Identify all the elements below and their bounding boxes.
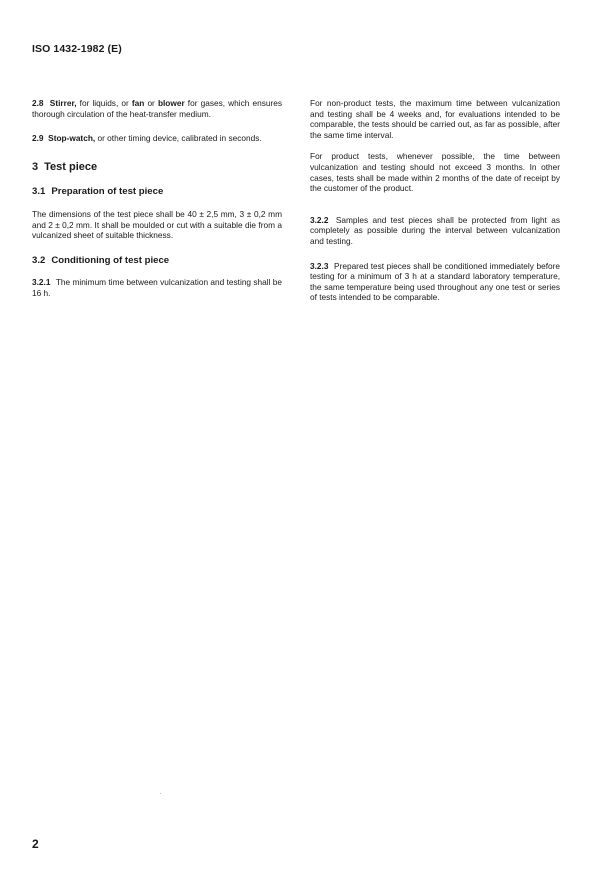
clause-text: or other timing device, calibrated in seconds. [95, 133, 262, 144]
paragraph-non-product-tests: For non-product tests, the maximum time between vulcanization and testing shall be 4 weeks and, for evaluations intended to be comparable, the tests should be carried out, as far as possible, after the same time interval. [310, 98, 560, 140]
section-3-1-heading [32, 187, 282, 198]
clause-number: 2.9 [32, 133, 44, 144]
section-3-2-heading [32, 256, 282, 267]
clause-number: 3.2.1 [32, 277, 51, 288]
clause-2-9 [32, 133, 282, 144]
clause-text: Prepared test pieces shall be conditioned immediately before testing for a minimum of 3 h at a standard laboratory temperature, the same temperature being used throughout any one test or series of tests intended to be comparable. [310, 260, 560, 303]
document-header: ISO 1432-1982 (E) [32, 43, 122, 55]
scan-speck [160, 793, 161, 794]
clause-3-2-3 [310, 261, 560, 303]
term-blower: blower [157, 98, 185, 108]
section-number: 3.1 [32, 186, 46, 198]
right-column [310, 98, 560, 303]
clause-2-8 [32, 98, 282, 119]
paragraph-product-tests: For product tests, whenever possible, the time between vulcanization and testing should not exceed 3 months. In other cases, tests shall be made within 2 months of the date of receipt by the customer of the product. [310, 151, 560, 194]
left-column [32, 98, 282, 299]
term-stirrer: Stirrer, [49, 98, 77, 108]
clause-text: for liquids, or [76, 98, 132, 108]
clause-3-2-2 [310, 215, 560, 247]
term-stop-watch: Stop-watch, [48, 133, 96, 144]
clause-text: for gases, which ensures thorough circulation of the heat-transfer medium. [32, 98, 282, 119]
section-title: Conditioning of test piece [51, 254, 170, 266]
clause-text: The minimum time between vulcanization and testing shall be 16 h. [32, 277, 282, 298]
section-title: Test piece [44, 160, 98, 173]
section-3-heading [32, 162, 282, 173]
clause-text: Samples and test pieces shall be protected from light as completely as possible during the interval between vulcanization and testing. [310, 214, 560, 246]
clause-text: or [144, 98, 158, 108]
section-3-1-paragraph: The dimensions of the test piece shall be 40 ± 2,5 mm, 3 ± 0,2 mm and 2 ± 0,2 mm. It shall be moulded or cut with a suitable die from a vulcanized sheet of suitable thickness. [32, 208, 282, 241]
section-title: Preparation of test piece [51, 186, 164, 198]
section-number: 3.2 [32, 254, 46, 266]
clause-number: 3.2.3 [310, 260, 329, 271]
clause-number: 3.2.2 [310, 214, 329, 225]
clause-number: 2.8 [32, 98, 44, 108]
page-number: 2 [32, 837, 39, 851]
term-fan: fan [131, 98, 145, 108]
clause-3-2-1 [32, 277, 282, 298]
section-number: 3 [32, 160, 39, 173]
